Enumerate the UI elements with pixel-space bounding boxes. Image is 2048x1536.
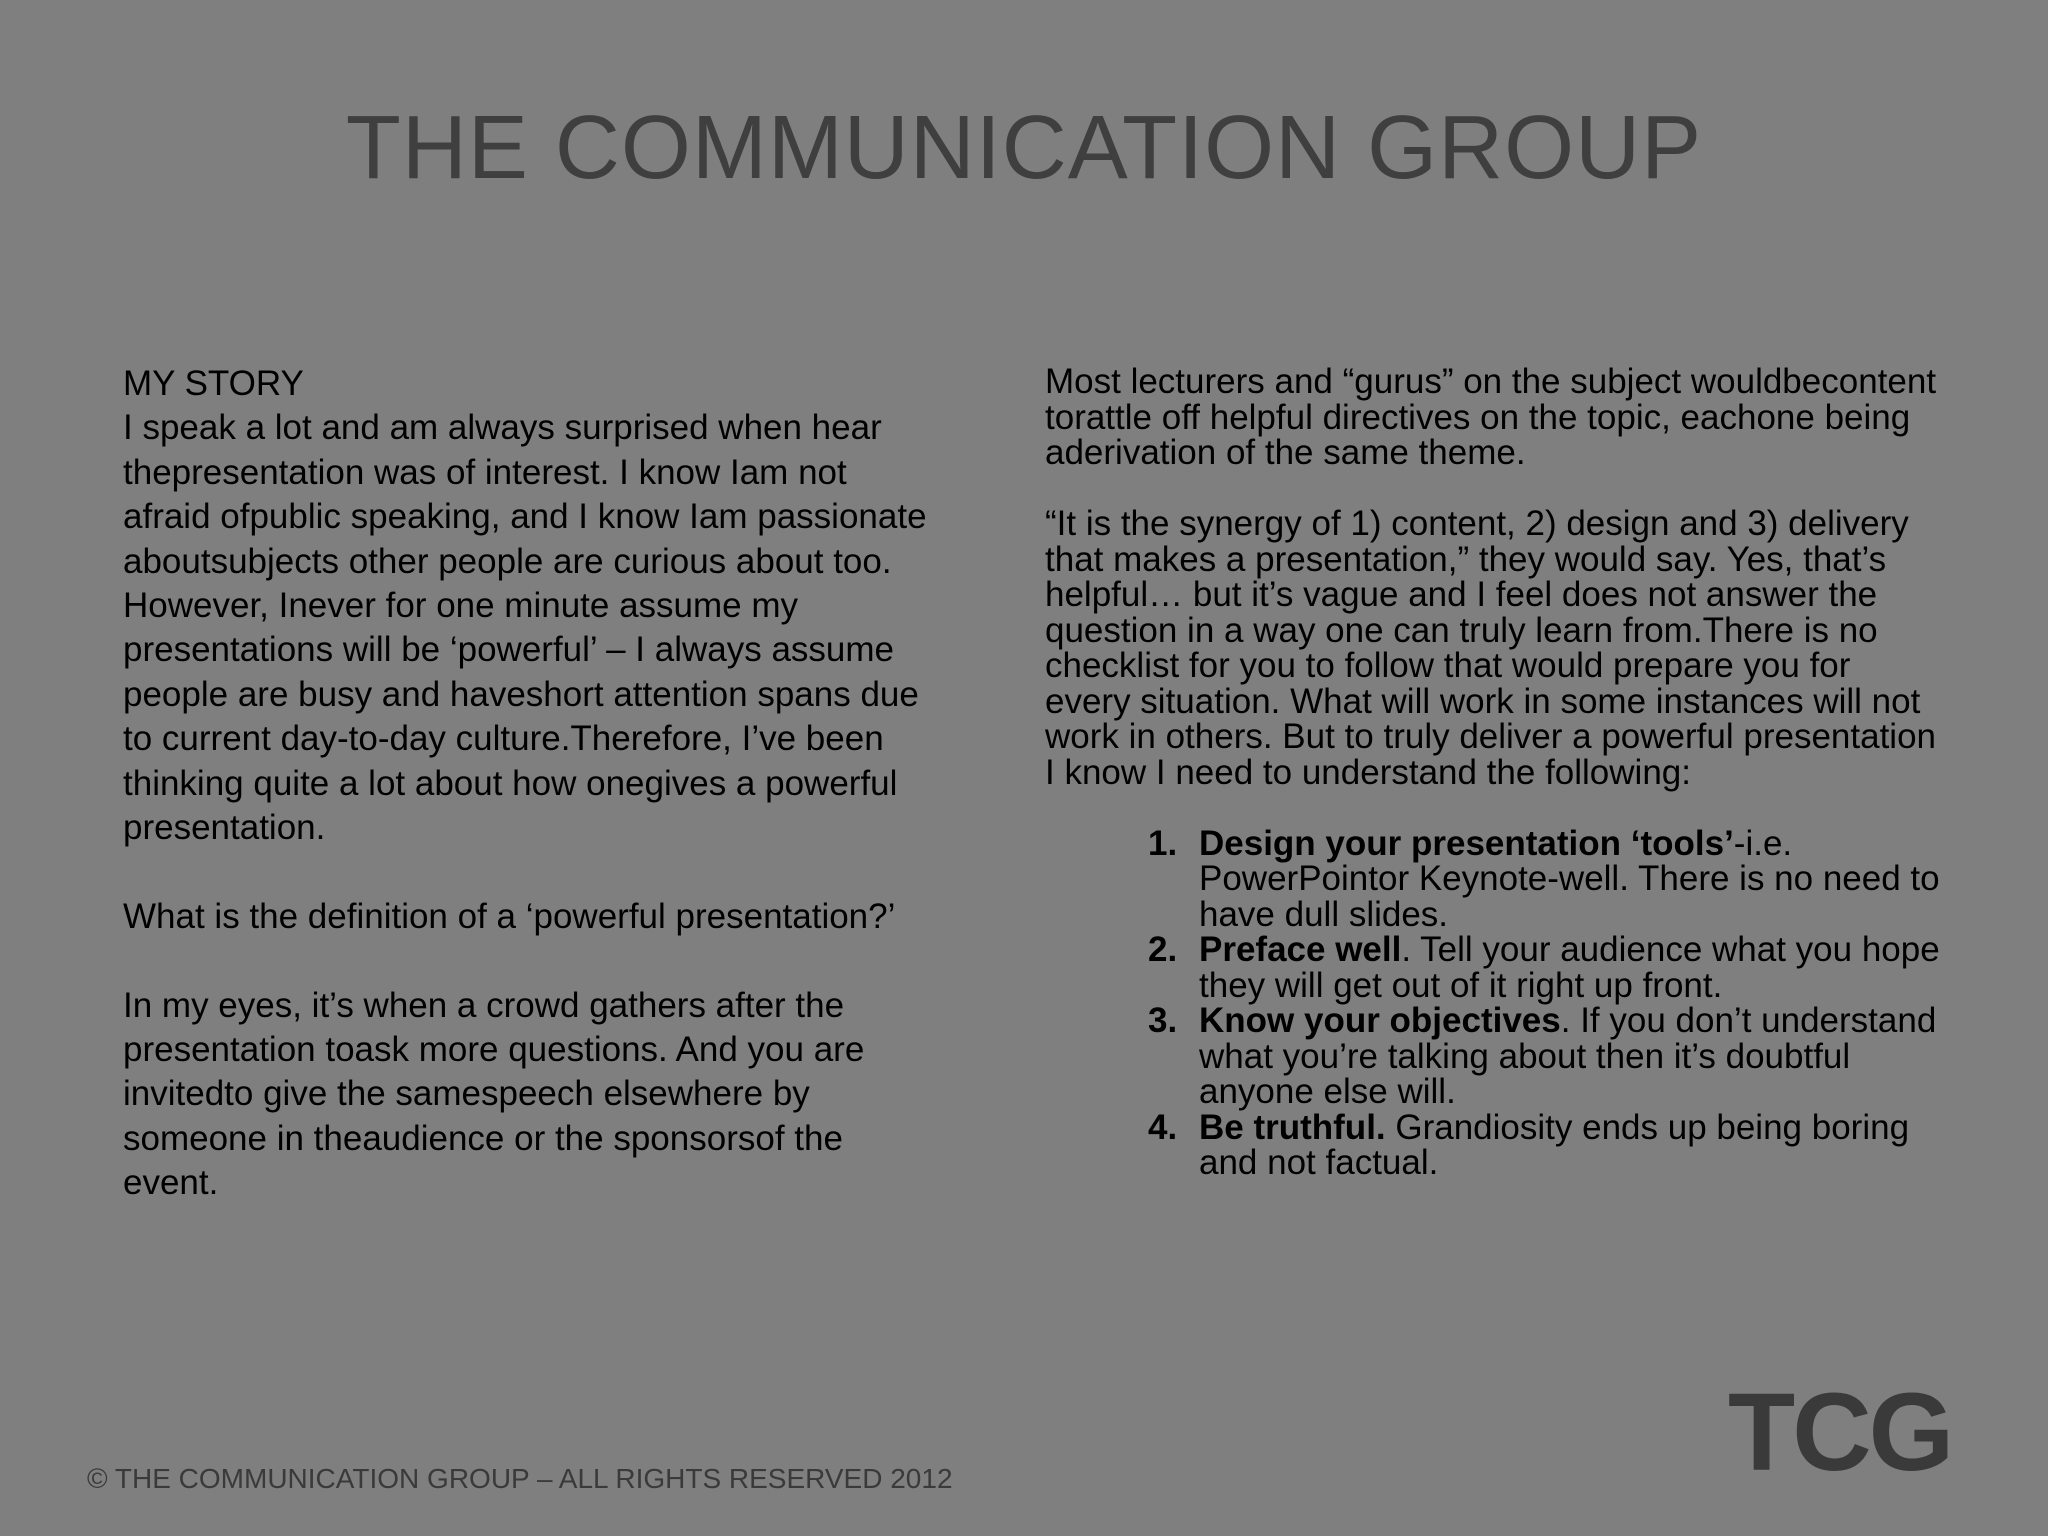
copyright-footer: © THE COMMUNICATION GROUP – ALL RIGHTS RESERVED 2012	[87, 1463, 953, 1494]
tcg-logo: TCG	[1728, 1371, 1952, 1494]
tips-list	[1045, 823, 1945, 1182]
list-item-lead: Be truthful.	[1199, 1107, 1386, 1147]
story-paragraph-2: What is the definition of a ‘powerful presentation?’	[123, 896, 896, 936]
list-item-text: . If you don’t understand what you’re talking about then it’s doubtful anyone else will.	[1199, 1001, 1937, 1111]
list-item-lead: Know your objectives	[1199, 1001, 1561, 1040]
story-paragraph-1: I speak a lot and am always surprised when hear thepresentation was of interest. I know Iam not afraid ofpublic speaking, and I know Iam passionate aboutsubjects other people are curious about too. However, Inever for one minute assume my presentations will be ‘powerful’ – I always assume people are busy and haveshort attention spans due to current day-to-day culture.Therefore, I’ve been thinking quite a lot about how onegives a powerful presentation.	[123, 408, 927, 848]
list-item-lead: Preface well	[1199, 930, 1402, 969]
section-heading: MY STORY	[123, 364, 304, 403]
list-item	[1045, 932, 1945, 1003]
intro-paragraph-2: “It is the synergy of 1) content, 2) design and 3) delivery that makes a presentation,” they would say. Yes, that’s helpful… but it’s vague and I feel does not answer the question in a way one can truly learn from.There is no checklist for you to follow that would prepare you for every situation. What will work in some instances will not work in others. But to truly deliver a powerful presentation I know I need to understand the following:	[1045, 504, 1936, 792]
list-item-lead: Design your presentation ‘tools’	[1199, 823, 1734, 863]
left-column	[123, 362, 943, 1206]
list-number: 4.	[1148, 1107, 1178, 1147]
list-item	[1045, 823, 1945, 934]
list-number: 2.	[1148, 930, 1178, 969]
story-paragraph-3: In my eyes, it’s when a crowd gathers after the presentation toask more questions. And you are invitedto give the samespeech elsewhere by someone in theaudience or the sponsorsof the event.	[123, 985, 865, 1203]
list-item-text: . Tell your audience what you hope they will get out of it right up front.	[1199, 930, 1940, 1005]
list-number: 1.	[1148, 823, 1178, 863]
slide-title: THE COMMUNICATION GROUP	[345, 98, 1703, 198]
list-item	[1045, 1107, 1945, 1182]
list-item-text: -i.e. PowerPointor Keynote-well. There is no need to have dull slides.	[1199, 823, 1940, 934]
list-number: 3.	[1148, 1001, 1178, 1040]
intro-paragraph-1: Most lecturers and “gurus” on the subject wouldbecontent torattle off helpful directives on the topic, eachone being aderivation of the same theme.	[1045, 362, 1937, 472]
list-item-text: Grandiosity ends up being boring and not factual.	[1199, 1107, 1910, 1182]
list-item	[1045, 1003, 1945, 1110]
right-column	[1045, 364, 1945, 1181]
